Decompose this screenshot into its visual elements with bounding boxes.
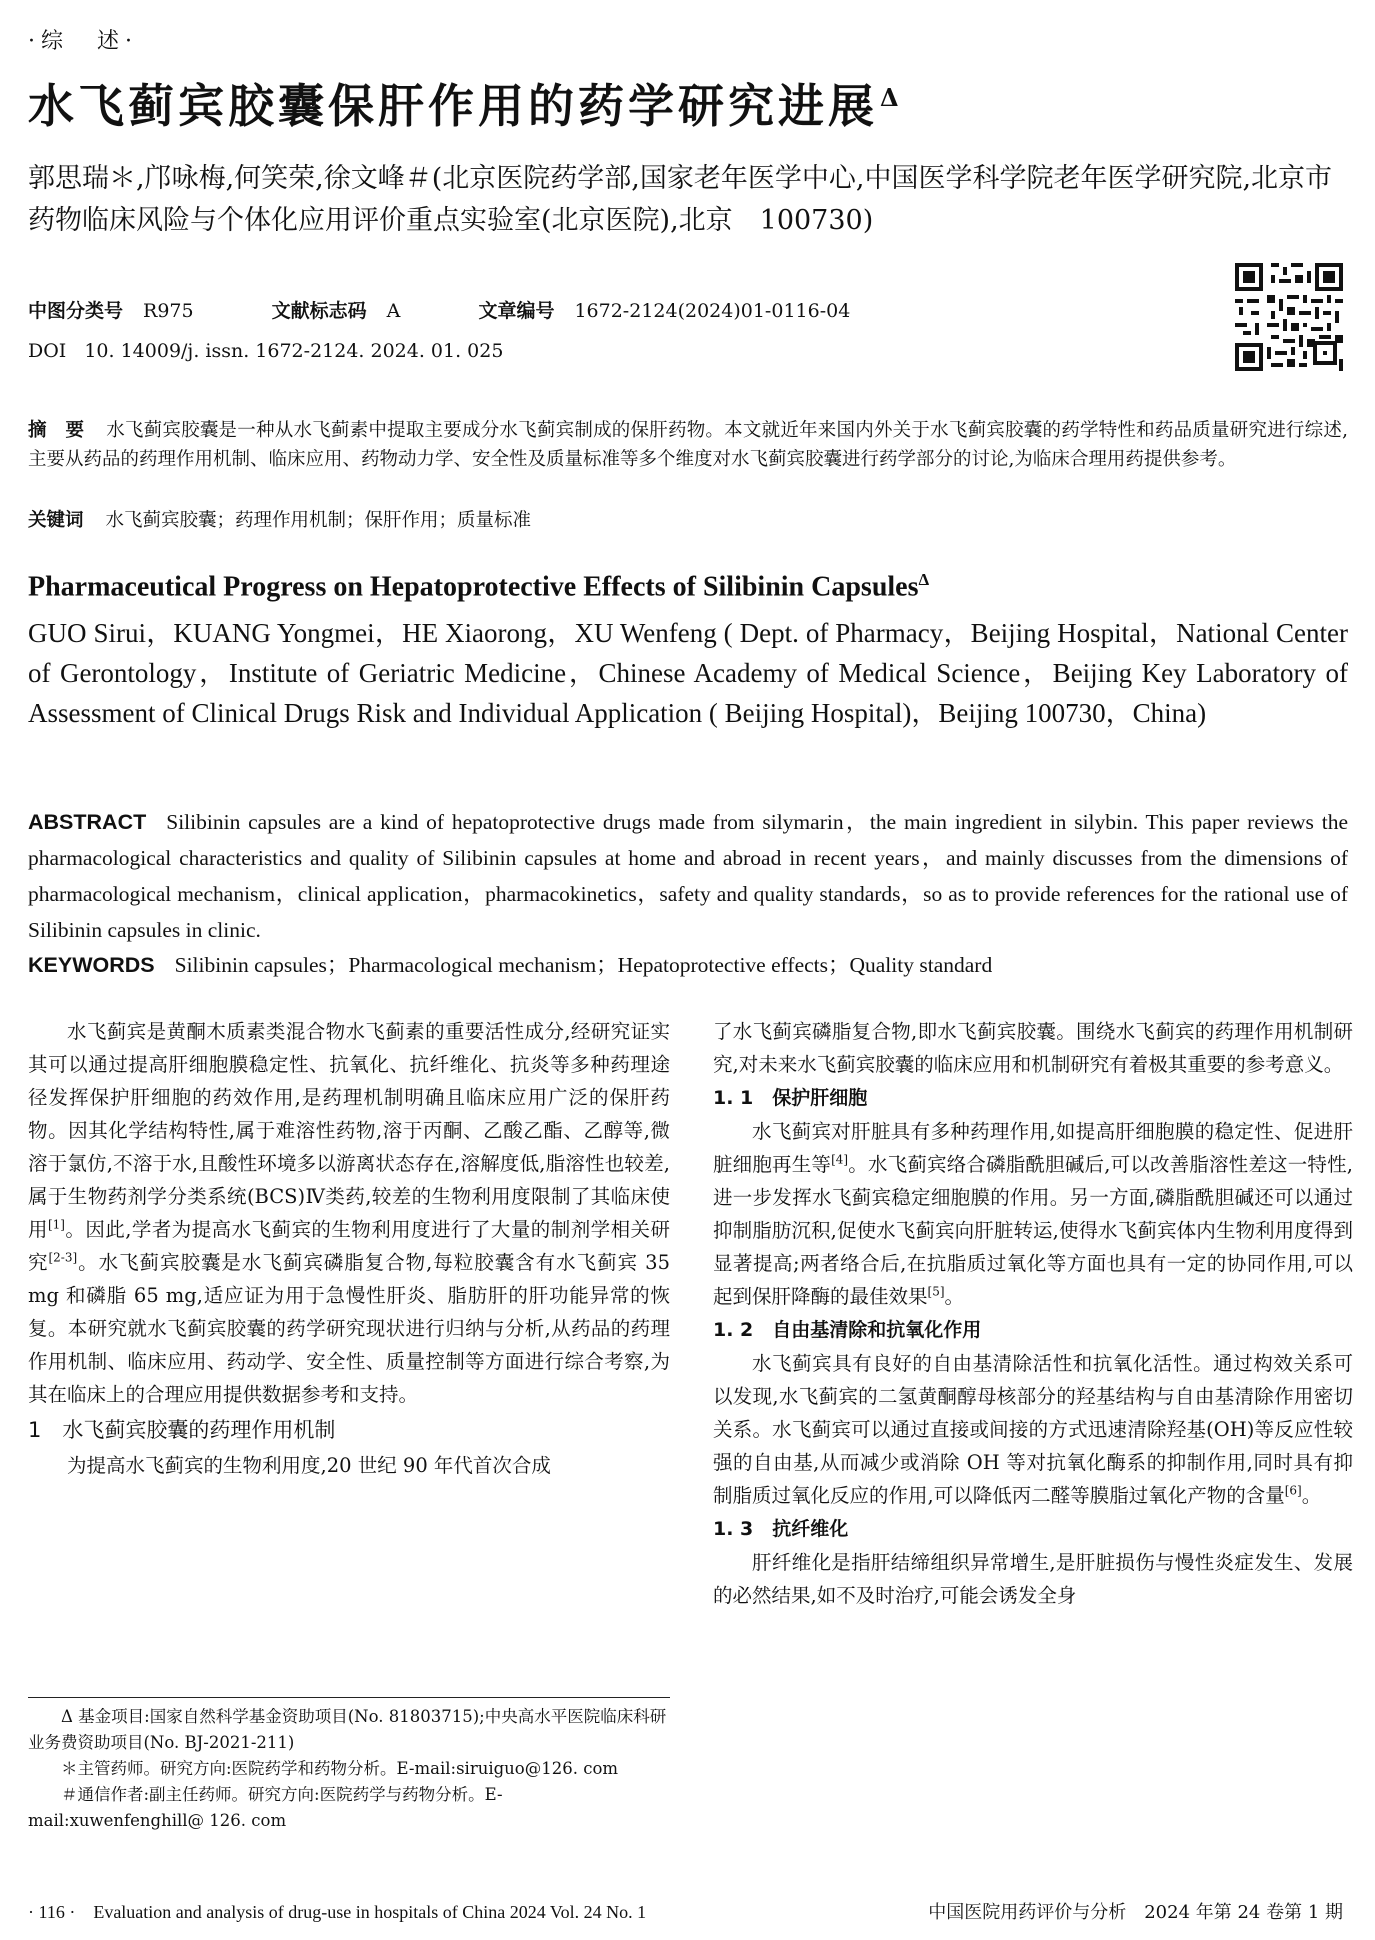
s12-text-2: 。 bbox=[1301, 1484, 1322, 1507]
continued-paragraph: 了水飞蓟宾磷脂复合物,即水飞蓟宾胶囊。围绕水飞蓟宾的药理作用机制研究,对未来水飞蓟宾胶囊的临床应用和机制研究有着极其重要的参考意义。 bbox=[713, 1020, 1353, 1076]
doc-code-label: 文献标志码 bbox=[271, 300, 367, 322]
s12-text-1: 水飞蓟宾具有良好的自由基清除活性和抗氧化活性。通过构效关系可以发现,水飞蓟宾的二氢黄酮醇母核部分的羟基结构与自由基清除作用密切关系。水飞蓟宾可以通过直接或间接的方式迅速清除羟基(OH)等反应性较强的自由基,从而减少或消除 OH 等对抗氧化酶系的抑制作用,同时具有抑制脂质过氧化反应的作用,可以降低丙二醛等膜脂过氧化产物的含量 bbox=[713, 1352, 1353, 1507]
english-abstract bbox=[28, 804, 1348, 948]
english-title bbox=[28, 570, 929, 603]
intro-text-3: 。水飞蓟宾胶囊是水飞蓟宾磷脂复合物,每粒胶囊含有水飞蓟宾 35 mg 和磷脂 65 mg,适应证为用于急慢性肝炎、脂肪肝的肝功能异常的恢复。本研究就水飞蓟宾胶囊的药学研究现状进行归纳与分析,从药品的药理作用机制、临床应用、药动学、安全性、质量控制等方面进行综合考察,为其在临床上的合理应用提供数据参考和支持。 bbox=[28, 1251, 670, 1406]
doi-label: DOI bbox=[28, 340, 67, 362]
body-right-column bbox=[713, 1015, 1353, 1612]
english-keywords-label: KEYWORDS bbox=[28, 953, 155, 977]
chinese-abstract-text: 水飞蓟宾胶囊是一种从水飞蓟素中提取主要成分水飞蓟宾制成的保肝药物。本文就近年来国内外关于水飞蓟宾胶囊的药学特性和药品质量研究进行综述,主要从药品的药理作用机制、临床应用、药物动力学、安全性及质量标准等多个维度对水飞蓟宾胶囊进行药学部分的讨论,为临床合理用药提供参考。 bbox=[28, 420, 1348, 470]
doi-value: 10. 14009/j. issn. 1672-2124. 2024. 01. 025 bbox=[84, 340, 504, 362]
citation-ref[interactable]: [6] bbox=[1284, 1483, 1302, 1498]
chinese-keywords-label: 关键词 bbox=[28, 510, 84, 531]
doi-line bbox=[28, 340, 503, 362]
citation-ref[interactable]: [2-3] bbox=[48, 1250, 78, 1265]
clc-value: R975 bbox=[143, 300, 194, 322]
english-title-mark: Δ bbox=[918, 570, 930, 589]
s11-text-3: 。 bbox=[944, 1285, 965, 1308]
article-no-label: 文章编号 bbox=[478, 300, 555, 322]
footer-journal-chinese: 中国医院用药评价与分析 2024 年第 24 卷第 1 期 bbox=[928, 1902, 1343, 1923]
citation-ref[interactable]: [1] bbox=[47, 1217, 65, 1232]
paper-title-text: 水飞蓟宾胶囊保肝作用的药学研究进展 bbox=[28, 79, 878, 133]
chinese-keywords bbox=[28, 506, 531, 532]
english-keywords bbox=[28, 948, 992, 979]
intro-text-2: 。因此,学者为提高水飞蓟宾的生物利用度进行了大量的制剂学相关研究 bbox=[28, 1218, 670, 1274]
subsection-heading-1-1: 1. 1 保护肝细胞 bbox=[713, 1087, 868, 1109]
subsection-heading-1-3: 1. 3 抗纤维化 bbox=[713, 1518, 849, 1540]
section-1-paragraph: 为提高水飞蓟宾的生物利用度,20 世纪 90 年代首次合成 bbox=[67, 1454, 551, 1477]
english-title-text: Pharmaceutical Progress on Hepatoprotective Effects of Silibinin Capsules bbox=[28, 571, 919, 603]
english-authors: GUO Sirui，KUANG Yongmei，HE Xiaorong，XU Wenfeng ( Dept. of Pharmacy，Beijing Hospital，National Center of Gerontology，Institute of Geriatric Medicine，Chinese Academy of Medical Science，Beijing Key Laboratory of Assessment of Clinical Drugs Risk and Individual Application ( Beijing Hospital)，Beijing 100730，China) bbox=[28, 618, 1348, 728]
corresponding-author-footnote: ＃通信作者:副主任药师。研究方向:医院药学与药物分析。E-mail:xuwenfenghill@ 126. com bbox=[28, 1785, 503, 1830]
citation-ref[interactable]: [4] bbox=[831, 1152, 849, 1167]
article-no-value: 1672-2124(2024)01-0116-04 bbox=[574, 300, 851, 322]
intro-paragraph bbox=[28, 1015, 670, 1411]
funding-footnote: Δ 基金项目:国家自然科学基金资助项目(No. 81803715);中央高水平医院临床科研业务费资助项目(No. BJ-2021-211) bbox=[28, 1707, 667, 1752]
doc-code-value: A bbox=[386, 300, 401, 322]
footnote-divider bbox=[28, 1697, 670, 1698]
first-author-footnote: ＊主管药师。研究方向:医院药学和药物分析。E-mail:siruiguo@126. com bbox=[61, 1759, 619, 1778]
section-tag: ·综 述· bbox=[28, 29, 138, 54]
subsection-1-1-paragraph bbox=[713, 1115, 1353, 1313]
body-left-column bbox=[28, 1015, 670, 1482]
clc-label: 中图分类号 bbox=[28, 300, 124, 322]
english-abstract-text: Silibinin capsules are a kind of hepatoprotective drugs made from silymarin，the main ingredient in silybin. This paper reviews the pharmacological characteristics and quality of Silibinin capsules at home and abroad in recent years，and mainly discusses from the dimensions of pharmacological mechanism，clinical application，pharmacokinetics，safety and quality standards，so as to provide references for the rational use of Silibinin capsules in clinic. bbox=[28, 810, 1348, 942]
chinese-abstract bbox=[28, 416, 1348, 474]
s11-text-1: 水飞蓟宾对肝脏具有多种药理作用,如提高肝细胞膜的稳定性、促进肝脏细胞再生等 bbox=[713, 1120, 1353, 1176]
intro-text-1: 水飞蓟宾是黄酮木质素类混合物水飞蓟素的重要活性成分,经研究证实其可以通过提高肝细胞膜稳定性、抗氧化、抗纤维化、抗炎等多种药理途径发挥保护肝细胞的药效作用,是药理机制明确且临床应用广泛的保肝药物。因其化学结构特性,属于难溶性药物,溶于丙酮、乙酸乙酯、乙醇等,微溶于氯仿,不溶于水,且酸性环境多以游离状态存在,溶解度低,脂溶性也较差,属于生物药剂学分类系统(BCS)Ⅳ类药,较差的生物利用度限制了其临床使用 bbox=[28, 1020, 670, 1241]
paper-title bbox=[28, 70, 903, 136]
section-heading-1: 1 水飞蓟宾胶囊的药理作用机制 bbox=[28, 1418, 336, 1442]
qr-code-icon bbox=[1235, 263, 1343, 371]
subsection-1-2-paragraph bbox=[713, 1347, 1353, 1512]
subsection-heading-1-2: 1. 2 自由基清除和抗氧化作用 bbox=[713, 1319, 982, 1341]
chinese-keywords-text: 水飞蓟宾胶囊；药理作用机制；保肝作用；质量标准 bbox=[105, 510, 532, 531]
footnotes bbox=[28, 1704, 670, 1834]
article-meta bbox=[28, 296, 850, 323]
english-keywords-text: Silibinin capsules；Pharmacological mechanism；Hepatoprotective effects；Quality standard bbox=[174, 953, 993, 977]
chinese-abstract-label: 摘 要 bbox=[28, 420, 85, 441]
subsection-1-3-paragraph: 肝纤维化是指肝结缔组织异常增生,是肝脏损伤与慢性炎症发生、发展的必然结果,如不及时治疗,可能会诱发全身 bbox=[713, 1551, 1353, 1607]
footer-journal-english: · 116 · Evaluation and analysis of drug-use in hospitals of China 2024 Vol. 24 No. 1 bbox=[28, 1902, 647, 1922]
english-abstract-label: ABSTRACT bbox=[28, 810, 147, 834]
title-funding-mark: Δ bbox=[880, 82, 903, 112]
author-affiliations: 郭思瑞＊,邝咏梅,何笑荣,徐文峰＃(北京医院药学部,国家老年医学中心,中国医学科学院老年医学研究院,北京市药物临床风险与个体化应用评价重点实验室(北京医院),北京 100730) bbox=[28, 163, 1333, 236]
citation-ref[interactable]: [5] bbox=[927, 1284, 945, 1299]
s11-text-2: 。水飞蓟宾络合磷脂酰胆碱后,可以改善脂溶性差这一特性,进一步发挥水飞蓟宾稳定细胞膜的作用。另一方面,磷脂酰胆碱还可以通过抑制脂肪沉积,促使水飞蓟宾向肝脏转运,使得水飞蓟宾体内生物利用度得到显著提高;两者络合后,在抗脂质过氧化等方面也具有一定的协同作用,可以起到保肝降酶的最佳效果 bbox=[713, 1153, 1353, 1308]
